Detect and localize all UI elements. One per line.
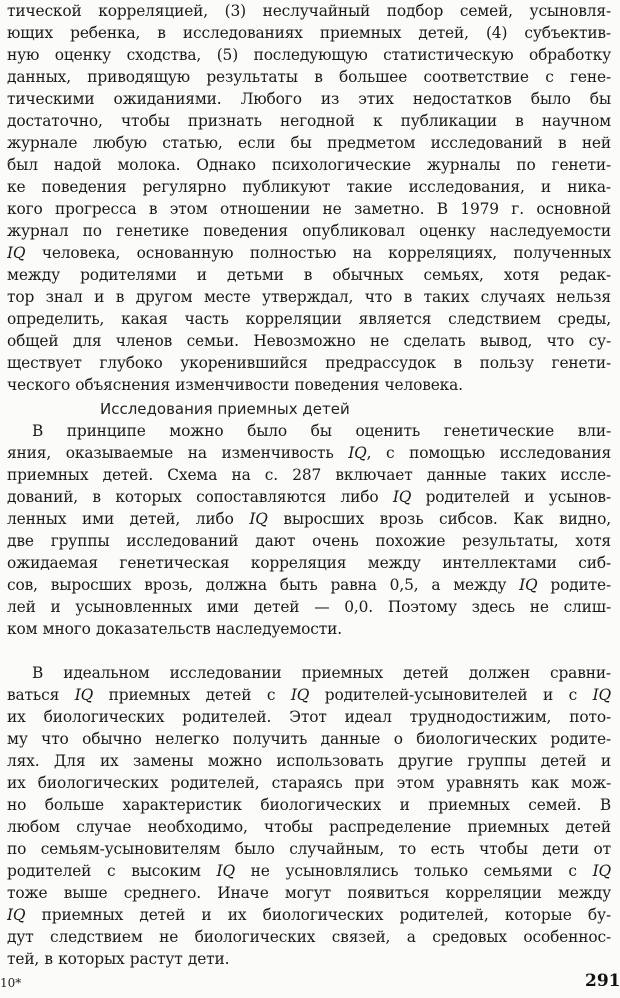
page-number: 291 <box>585 971 620 991</box>
text-line: тор знал и в другом месте утверждал, что в таких случаях нельзя <box>7 288 611 306</box>
text-line: журнал по генетике поведения опубликовал оценку наследуемости <box>7 222 611 240</box>
text-line: общей для членов семьи. Невозможно не сделать вывод, что су- <box>7 332 611 350</box>
text-line: кого прогресса в этом отношении не заметно. В 1979 г. основной <box>7 200 611 218</box>
text-line: тоже выше среднего. Иначе могут появиться корреляции между <box>7 884 611 902</box>
printer-signature: 10* <box>0 976 22 990</box>
text-line: достаточно, чтобы признать негодной к публикации в научном <box>7 112 611 130</box>
paragraph-block-2 <box>7 420 611 640</box>
text-line: яния, оказываемые на изменчивость IQ, с помощью исследования <box>7 444 611 462</box>
text-line: ленных ими детей, либо IQ выросших врозь сибсов. Как видно, <box>7 510 611 528</box>
text-line: ющих ребенка, в исследованиях приемных детей, (4) субъектив- <box>7 24 611 42</box>
text-line: IQ приемных детей и их биологических родителей, которые бу- <box>7 906 611 924</box>
text-line: но больше характеристик биологических и приемных семей. В <box>7 796 611 814</box>
text-line: ществует глубоко укоренившийся предрассудок в пользу генети- <box>7 354 611 372</box>
text-line: тей, в которых растут дети. <box>7 950 230 968</box>
text-line: любом случае необходимо, чтобы распределение приемных детей <box>7 818 611 836</box>
text-line: ком много доказательств наследуемости. <box>7 620 342 638</box>
text-line: две группы исследований дают очень похожие результаты, хотя <box>7 532 611 550</box>
paragraph-block-3 <box>7 662 611 970</box>
text-line: по семьям-усыновителям было случайным, то есть чтобы дети от <box>7 840 611 858</box>
text-line: дут следствием не биологических связей, а средовых особеннос- <box>7 928 611 946</box>
text-line: ческого объяснения изменчивости поведения человека. <box>7 376 463 394</box>
text-line: их биологических родителей. Этот идеал труднодостижим, пото- <box>7 708 611 726</box>
text-line: дований, в которых сопоставляются либо IQ родителей и усынов- <box>7 488 611 506</box>
text-line: IQ человека, основанную полностью на корреляциях, полученных <box>7 244 611 262</box>
text-line: В идеальном исследовании приемных детей должен сравни- <box>32 664 611 682</box>
text-line: родителей с высоким IQ не усыновлялись только семьями с IQ <box>7 862 611 880</box>
text-line: лей и усыновленных ими детей — 0,0. Поэтому здесь не слиш- <box>7 598 611 616</box>
section-subheading: Исследования приемных детей <box>100 400 350 418</box>
text-line: ную оценку сходства, (5) последующую статистическую обработку <box>7 46 611 64</box>
text-line: ожидаемая генетическая корреляция между интеллектами сиб- <box>7 554 611 572</box>
text-line: му что обычно нелегко получить данные о биологических родите- <box>7 730 611 748</box>
text-line: тической корреляцией, (3) неслучайный подбор семей, усыновля- <box>7 2 611 20</box>
text-line: между родителями и детьми в обычных семьях, хотя редак- <box>7 266 611 284</box>
text-line: определить, какая часть корреляции является следствием среды, <box>7 310 611 328</box>
text-line: данных, приводящую результаты в большее соответствие с гене- <box>7 68 611 86</box>
text-line: был надой молока. Однако психологические журналы по генети- <box>7 156 611 174</box>
text-line: приемных детей. Схема на с. 287 включает данные таких иссле- <box>7 466 611 484</box>
text-line: ке поведения регулярно публикуют такие исследования, и ника- <box>7 178 611 196</box>
paragraph-block-1 <box>7 0 611 396</box>
text-line: тическими ожиданиями. Любого из этих недостатков было бы <box>7 90 611 108</box>
text-line: лях. Для их замены можно использовать другие группы детей и <box>7 752 611 770</box>
text-line: журнале любую статью, если бы предметом исследований в ней <box>7 134 611 152</box>
text-line: сов, выросших врозь, должна быть равна 0,5, а между IQ родите- <box>7 576 611 594</box>
text-line: их биологических родителей, стараясь при этом уравнять как мож- <box>7 774 611 792</box>
text-line: ваться IQ приемных детей с IQ родителей-усыновителей и с IQ <box>7 686 611 704</box>
text-line: В принципе можно было бы оценить генетические вли- <box>32 422 611 440</box>
